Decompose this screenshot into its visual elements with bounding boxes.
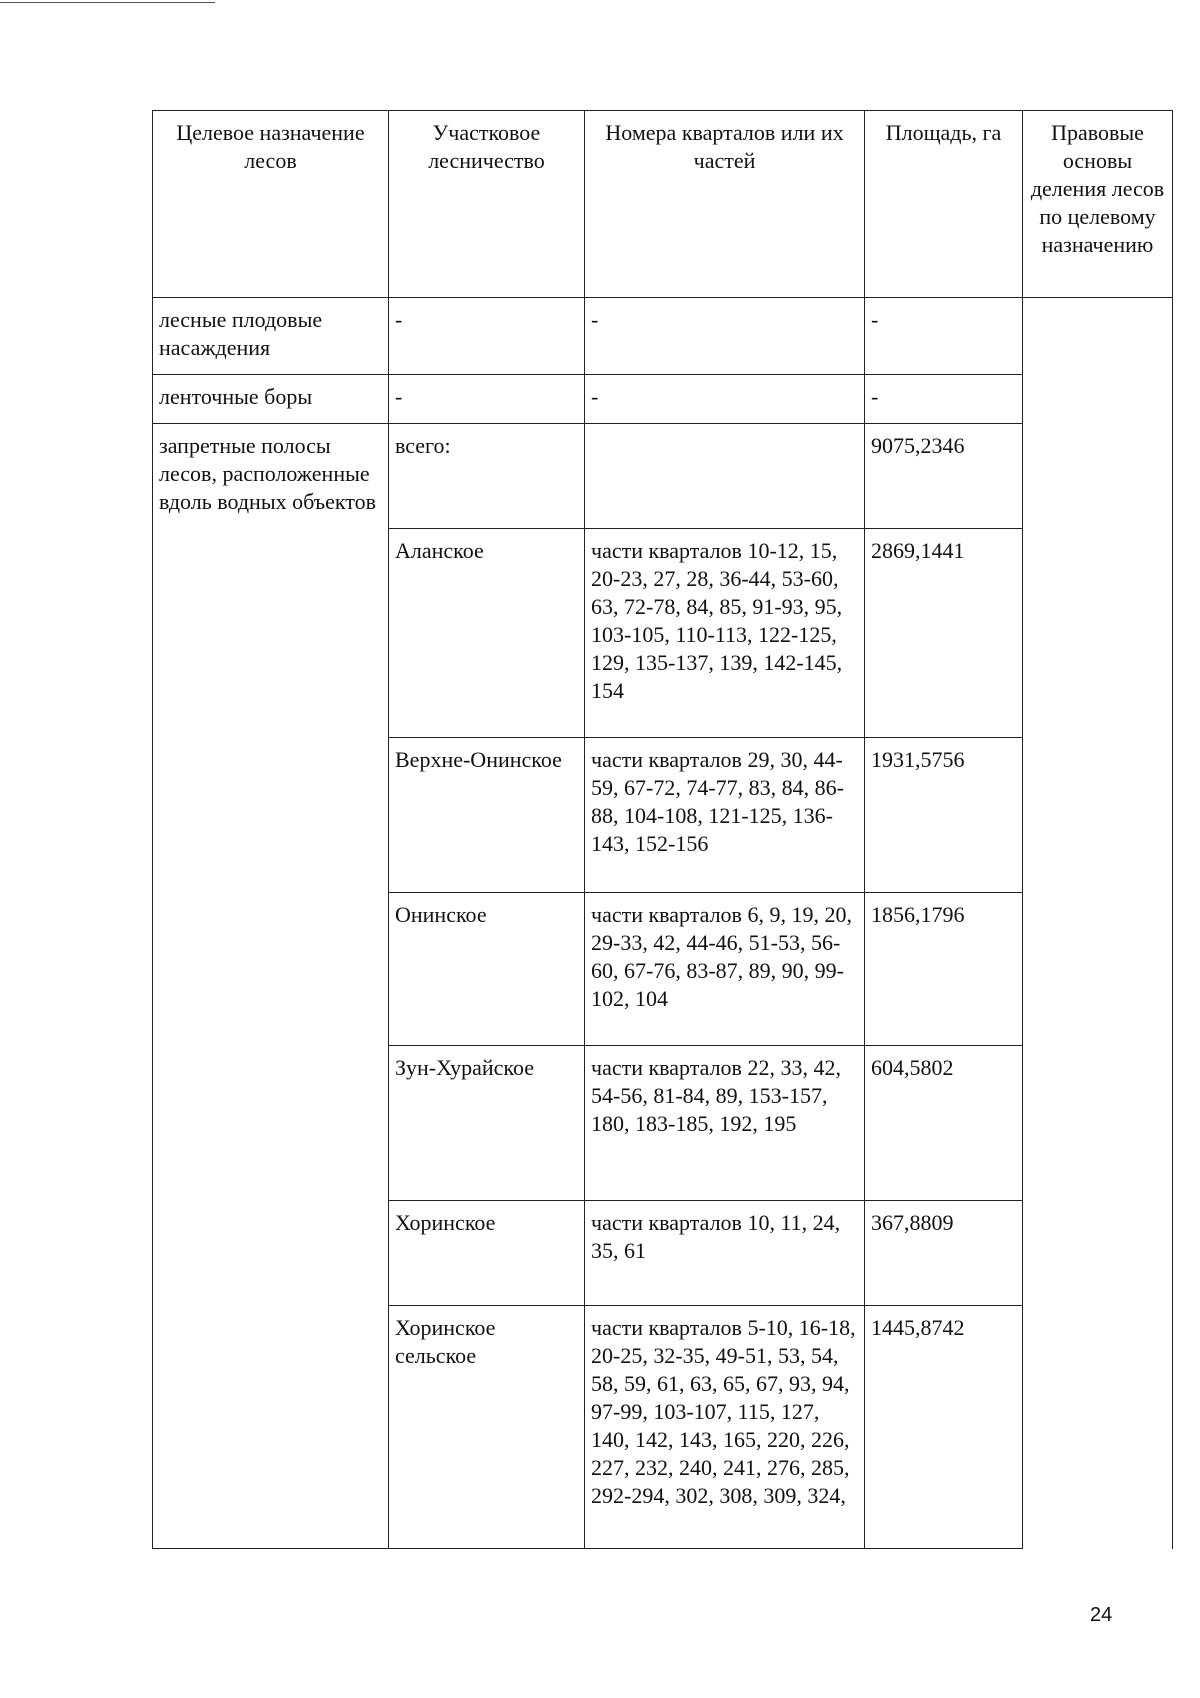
cell-forestry: Онинское <box>389 893 585 1046</box>
cell-quarters: части кварталов 6, 9, 19, 20, 29-33, 42, 44-46, 51-53, 56-60, 67-76, 83-87, 89, 90, 99-102, 104 <box>585 893 865 1046</box>
cell-quarters: части кварталов 29, 30, 44-59, 67-72, 74-77, 83, 84, 86-88, 104-108, 121-125, 136-143, 152-156 <box>585 738 865 893</box>
header-area: Площадь, га <box>865 111 1023 298</box>
cell-quarters <box>585 424 865 529</box>
table-row <box>153 375 1173 424</box>
table-header-row <box>153 111 1173 298</box>
cell-purpose: запретные полосы лесов, расположенные вдоль водных объектов <box>153 424 389 1549</box>
header-forestry: Участковое лесничество <box>389 111 585 298</box>
table-row <box>153 298 1173 375</box>
cell-forestry: Хоринское сельское <box>389 1306 585 1549</box>
top-rule <box>0 2 215 3</box>
table-row <box>153 424 1173 529</box>
cell-forestry: всего: <box>389 424 585 529</box>
cell-area: - <box>865 298 1023 375</box>
cell-forestry: Зун-Хурайское <box>389 1046 585 1201</box>
cell-forestry: Аланское <box>389 529 585 738</box>
cell-quarters: части кварталов 10-12, 15, 20-23, 27, 28, 36-44, 53-60, 63, 72-78, 84, 85, 91-93, 95, 103-105, 110-113, 122-125, 129, 135-137, 139, 142-145, 154 <box>585 529 865 738</box>
cell-area: 1931,5756 <box>865 738 1023 893</box>
cell-quarters: части кварталов 5-10, 16-18, 20-25, 32-35, 49-51, 53, 54, 58, 59, 61, 63, 65, 67, 93, 94, 97-99, 103-107, 115, 127, 140, 142, 143, 165, 220, 226, 227, 232, 240, 241, 276, 285, 292-294, 302, 308, 309, 324, <box>585 1306 865 1549</box>
cell-quarters: части кварталов 22, 33, 42, 54-56, 81-84, 89, 153-157, 180, 183-185, 192, 195 <box>585 1046 865 1201</box>
cell-area: 9075,2346 <box>865 424 1023 529</box>
cell-quarters: части кварталов 10, 11, 24, 35, 61 <box>585 1201 865 1306</box>
header-quarters: Номера кварталов или их частей <box>585 111 865 298</box>
forest-purpose-table <box>152 110 1173 1549</box>
cell-forestry: - <box>389 375 585 424</box>
cell-area: 604,5802 <box>865 1046 1023 1201</box>
cell-quarters: - <box>585 375 865 424</box>
cell-forestry: Хоринское <box>389 1201 585 1306</box>
cell-quarters: - <box>585 298 865 375</box>
cell-forestry: - <box>389 298 585 375</box>
header-purpose: Целевое назначение лесов <box>153 111 389 298</box>
cell-area: 1856,1796 <box>865 893 1023 1046</box>
cell-purpose: лесные плодовые насаждения <box>153 298 389 375</box>
cell-area: - <box>865 375 1023 424</box>
cell-purpose: ленточные боры <box>153 375 389 424</box>
cell-forestry: Верхне-Онинское <box>389 738 585 893</box>
cell-area: 2869,1441 <box>865 529 1023 738</box>
header-legal: Правовые основы деления лесов по целевому назначению <box>1023 111 1173 298</box>
cell-area: 367,8809 <box>865 1201 1023 1306</box>
page-number: 24 <box>1090 1604 1113 1626</box>
cell-legal <box>1023 298 1173 1549</box>
cell-area: 1445,8742 <box>865 1306 1023 1549</box>
